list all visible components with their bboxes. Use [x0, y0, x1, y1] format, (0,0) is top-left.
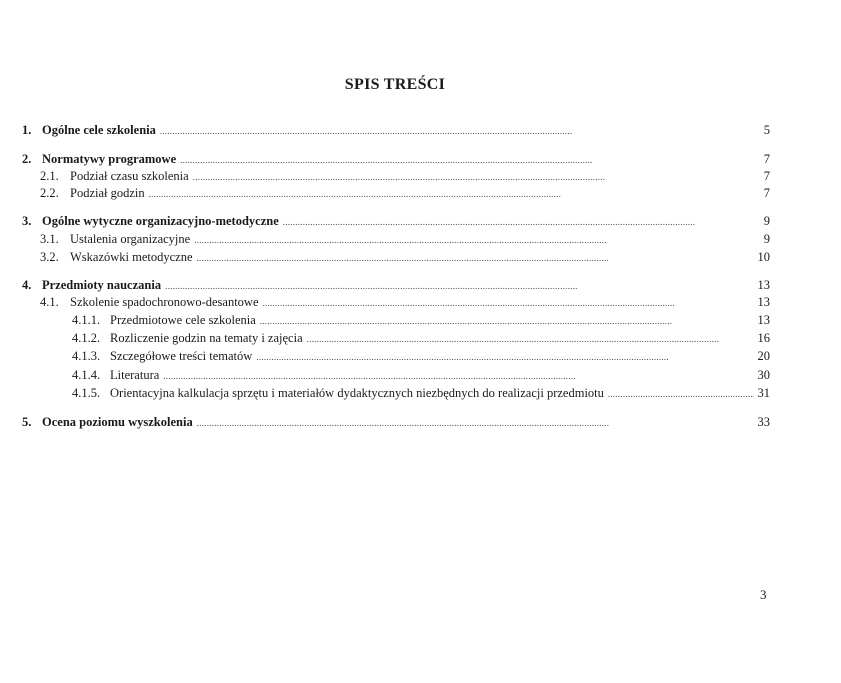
toc-leader-dots: [307, 331, 754, 347]
toc-entry-label: Normatywy programowe: [42, 152, 177, 166]
toc-entry-3-1: [0, 231, 770, 247]
toc-entry-number: 4.1.2.: [72, 331, 101, 345]
toc-entry-5: [0, 414, 770, 430]
toc-entry-label: Orientacyjna kalkulacja sprzętu i materiałów dydaktycznych niezbędnych do realizacji przedmiotu: [110, 386, 604, 400]
toc-entry-label: Ogólne cele szkolenia: [42, 123, 156, 137]
toc-entry-label: Ogólne wytyczne organizacyjno-metodyczne: [42, 214, 279, 228]
toc-entry-page: 9: [763, 232, 770, 246]
toc-entry-label: Rozliczenie godzin na tematy i zajęcia: [110, 331, 303, 345]
toc-entry-4-1-1: [0, 312, 770, 328]
toc-entry-label: Podział godzin: [70, 186, 145, 200]
toc-entry-number: 3.2.: [40, 250, 59, 264]
toc-entry-4-1-4: [0, 367, 770, 383]
toc-entry-2-1: [0, 168, 770, 184]
toc-entry-2-2: [0, 185, 770, 201]
toc-entry-label: Szkolenie spadochronowo-desantowe: [70, 295, 259, 309]
toc-leader-dots: [163, 368, 753, 384]
toc-entry-number: 4.1.3.: [72, 349, 101, 363]
toc-entry-page: 16: [757, 331, 770, 345]
toc-entry-number: 5.: [22, 415, 32, 429]
toc-entry-page: 33: [757, 415, 770, 429]
toc-entry-page: 13: [757, 313, 770, 327]
toc-entry-1: [0, 122, 770, 138]
toc-entry-2: [0, 151, 770, 167]
toc-entry-number: 3.: [22, 214, 32, 228]
page-title: SPIS TREŚCI: [344, 76, 446, 93]
toc-leader-dots: [283, 214, 754, 230]
toc-entry-label: Ustalenia organizacyjne: [70, 232, 191, 246]
toc-entry-page: 9: [763, 214, 770, 228]
toc-entry-label: Podział czasu szkolenia: [70, 169, 189, 183]
toc-entry-page: 7: [763, 152, 770, 166]
toc-leader-dots: [256, 349, 753, 365]
toc-leader-dots: [263, 295, 754, 311]
toc-entry-label: Przedmioty nauczania: [42, 278, 162, 292]
toc-leader-dots: [180, 152, 754, 168]
toc-entry-page: 31: [757, 386, 770, 400]
toc-entry-page: 10: [757, 250, 770, 264]
toc-entry-page: 5: [763, 123, 770, 137]
toc-leader-dots: [165, 278, 753, 294]
toc-leader-dots: [149, 186, 754, 202]
toc-leader-dots: [197, 415, 754, 431]
toc-entry-number: 2.2.: [40, 186, 59, 200]
toc-entry-4-1: [0, 294, 770, 310]
toc-leader-dots: [194, 232, 754, 248]
toc-entry-label: Ocena poziomu wyszkolenia: [42, 415, 193, 429]
toc-entry-number: 4.: [22, 278, 32, 292]
toc-leader-dots: [260, 313, 754, 329]
toc-entry-number: 4.1.4.: [72, 368, 101, 382]
toc-entry-page: 7: [763, 186, 770, 200]
toc-leader-dots: [160, 123, 754, 139]
toc-entry-page: 30: [757, 368, 770, 382]
toc-entry-page: 20: [757, 349, 770, 363]
toc-entry-page: 13: [757, 278, 770, 292]
toc-entry-label: Szczegółowe treści tematów: [110, 349, 253, 363]
toc-entry-number: 4.1.5.: [72, 386, 101, 400]
toc-entry-label: Literatura: [110, 368, 160, 382]
toc-entry-label: Wskazówki metodyczne: [70, 250, 193, 264]
toc-entry-4-1-5: [0, 385, 770, 401]
toc-entry-number: 4.1.: [40, 295, 59, 309]
toc-leader-dots: [608, 386, 754, 402]
toc-entry-3: [0, 213, 770, 229]
toc-entry-4-1-2: [0, 330, 770, 346]
toc-entry-page: 13: [757, 295, 770, 309]
toc-entry-number: 1.: [22, 123, 32, 137]
toc-entry-label: Przedmiotowe cele szkolenia: [110, 313, 256, 327]
toc-entry-4-1-3: [0, 348, 770, 364]
toc-entry-page: 7: [763, 169, 770, 183]
toc-leader-dots: [197, 250, 754, 266]
page-number: 3: [760, 587, 767, 602]
toc-entry-number: 2.: [22, 152, 32, 166]
toc-entry-number: 4.1.1.: [72, 313, 101, 327]
toc-leader-dots: [193, 169, 754, 185]
toc-entry-3-2: [0, 249, 770, 265]
toc-entry-number: 2.1.: [40, 169, 59, 183]
toc-entry-4: [0, 277, 770, 293]
toc-entry-number: 3.1.: [40, 232, 59, 246]
